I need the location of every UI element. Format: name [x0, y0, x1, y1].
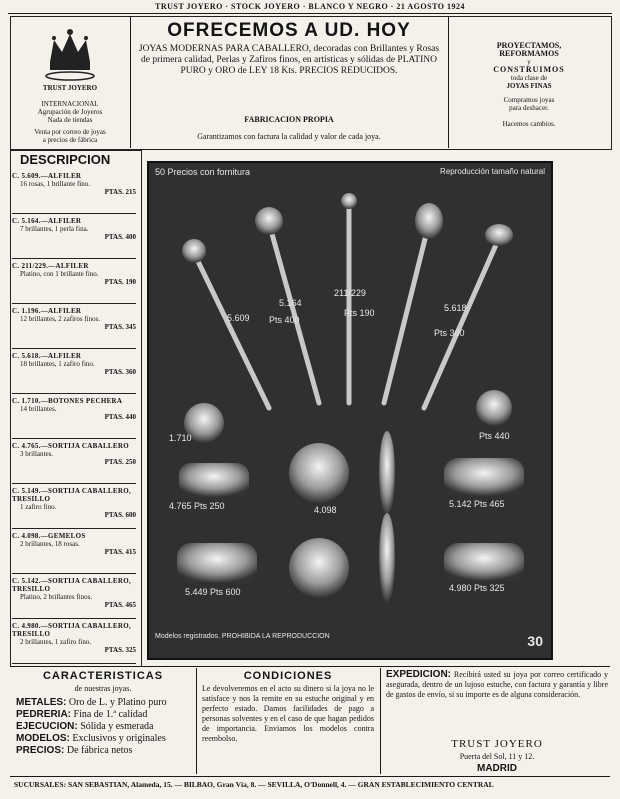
right-line-9: Hacemos cambios.: [502, 120, 556, 128]
right-line-7: Compramos joyas: [503, 96, 555, 104]
item-price: PTAS. 440: [104, 413, 136, 421]
item-price: PTAS. 250: [104, 458, 136, 466]
item-price: PTAS. 600: [104, 511, 136, 519]
description-item: [12, 307, 136, 331]
item-separator: [12, 393, 136, 394]
spec-modelos: MODELOS: Exclusivos y originales: [16, 733, 166, 744]
item-code: C. 5.618.—ALFILER: [12, 352, 82, 360]
bottom-divider-2: [380, 668, 381, 774]
item-price: PTAS. 465: [104, 601, 136, 609]
characteristics-subtitle: de nuestras joyas.: [74, 684, 132, 693]
photo-label-10: 4.765 Pts 250: [169, 501, 225, 511]
description-item: [12, 532, 136, 556]
item-price: PTAS. 325: [104, 646, 136, 654]
conditions-title: CONDICIONES: [243, 670, 333, 682]
photo-caption-bottom-right: 30: [527, 633, 543, 649]
photo-label-7: Pts 360: [434, 328, 465, 338]
description-item: [12, 217, 136, 241]
photo-label-9: Pts 440: [479, 431, 510, 441]
photo-label-8: 1.710: [169, 433, 192, 443]
item-separator: [12, 528, 136, 529]
header-divider-right: [448, 16, 449, 148]
item-description: 18 brillantes, 1 zafiro fino.: [20, 360, 95, 368]
photo-caption-top-left: 50 Precios con fornitura: [155, 167, 251, 177]
description-item: [12, 442, 136, 466]
item-code: C. 5.609.—ALFILER: [12, 172, 82, 180]
item-price: PTAS. 400: [104, 233, 136, 241]
guarantee-text: Garantizamos con factura la calidad y valor de cada joya.: [197, 132, 381, 141]
photo-caption-bottom-left: Modelos registrados. PROHIBIDA LA REPRODUCCION: [155, 633, 330, 640]
expedition-address: Puerta del Sol, 11 y 12.: [459, 752, 535, 761]
item-separator: [12, 438, 136, 439]
right-line-5: toda clase de: [510, 74, 548, 82]
conditions-text: Le devolveremos en el acto su dinero si la joya no le satisface y nos la remite en su estuche original y en perfecto estado. Damos facilidades de pago a personas solventes y en el caso de que hagan pedidos de importancia. Enviamos los modelos contra reembolso.: [202, 684, 374, 743]
photo-label-13: 5.449 Pts 600: [185, 587, 241, 597]
masthead: TRUST JOYERO · STOCK JOYERO · BLANCO Y NEGRO · 21 AGOSTO 1924: [155, 2, 465, 11]
photo-label-1: 5.609: [227, 313, 250, 323]
footer-text: SUCURSALES: SAN SEBASTIAN, Alameda, 15. — BILBAO, Gran Vía, 8. — SEVILLA, O'Donnell, 4. — GRAN ESTABLECIMIENTO CENTRAL: [14, 780, 494, 789]
right-box: [450, 20, 608, 146]
photo-label-11: 4.098: [314, 505, 337, 515]
photo-caption-top-right: Reproducción tamaño natural: [440, 167, 545, 176]
item-separator: [12, 618, 136, 619]
item-description: Platino, con 1 brillante fino.: [20, 270, 99, 278]
item-separator: [12, 663, 136, 664]
badge-line-2: Agrupación de Joyeros: [37, 108, 103, 116]
item-separator: [12, 303, 136, 304]
right-line-1: PROYECTAMOS,: [496, 41, 562, 50]
expedition-body: Recibirá usted su joya por correo certificado y asegurada, dentro de un lujoso estuche, con factura y garantía y libre de gastos de envío, si su importe es de alguna consideración.: [386, 670, 608, 699]
spec-pedreria: PEDRERIA: Fina de 1.ª calidad: [16, 709, 148, 720]
item-code: C. 4.765.—SORTIJA CABALLERO: [12, 442, 129, 450]
intro-text: JOYAS MODERNAS PARA CABALLERO, decoradas con Brillantes y Rosas de primera calidad, Perlas y Zafiros finos, en artísticas y sólidas de PLATINO PURO y ORO de LEY 18 Kts. PRECIOS REDUCIDOS.: [138, 44, 440, 76]
masthead-rule: [8, 13, 612, 14]
item-price: PTAS. 190: [104, 278, 136, 286]
photo-label-14: 4.980 Pts 325: [449, 583, 505, 593]
description-item: [12, 577, 136, 609]
crown-logo-icon: [40, 22, 100, 82]
item-separator: [12, 213, 136, 214]
item-description: 7 brillantes, 1 perla fina.: [20, 225, 89, 233]
badge-brand: TRUST JOYERO: [42, 84, 98, 92]
photo-label-2: 5.164: [279, 298, 302, 308]
item-description: 12 brillantes, 2 zafiros finos.: [20, 315, 101, 323]
description-item: [12, 352, 136, 376]
item-code: C. 4.098.—GEMELOS: [12, 532, 86, 540]
item-description: 2 brillantes, 18 rosas.: [20, 540, 80, 548]
description-item: [12, 172, 136, 196]
photo-label-4: Pts 190: [344, 308, 375, 318]
item-description: 16 rosas, 1 brillante fino.: [20, 180, 90, 188]
badge-line-4: Venta por correo de joyas: [34, 128, 106, 136]
header-divider-left: [130, 16, 131, 148]
item-code: C. 1.710.—BOTONES PECHERA: [12, 397, 123, 405]
badge-line-1: INTERNACIONAL: [41, 100, 99, 108]
spec-ejecucion: EJECUCION: Sólida y esmerada: [16, 721, 154, 732]
fabrication-label: FABRICACION PROPIA: [244, 115, 334, 124]
description-item: [12, 622, 136, 654]
left-badge: [12, 20, 128, 146]
item-price: PTAS. 215: [104, 188, 136, 196]
characteristics-list: [16, 697, 194, 757]
description-item: [12, 397, 136, 421]
description-item: [12, 262, 136, 286]
item-description: 1 zafiro fino.: [20, 503, 57, 511]
item-code: C. 5.164.—ALFILER: [12, 217, 82, 225]
description-item: [12, 487, 136, 519]
spec-precios: PRECIOS: De fábrica netos: [16, 745, 133, 756]
item-code: C. 5.142.—SORTIJA CABALLERO, TRESILLO: [12, 577, 132, 593]
photo-label-3: 211/229: [334, 288, 366, 298]
spec-metales: METALES: Oro de L. y Platino puro: [16, 697, 167, 708]
item-code: C. 4.980.—SORTIJA CABALLERO, TRESILLO: [12, 622, 132, 638]
characteristics-title: CARACTERISTICAS: [42, 670, 164, 682]
bottom-rule: [10, 666, 610, 667]
item-description: 14 brillantes.: [20, 405, 57, 413]
footer-rule: [10, 776, 610, 777]
item-code: C. 1.196.—ALFILER: [12, 307, 82, 315]
right-line-6: JOYAS FINAS: [506, 82, 552, 90]
item-price: PTAS. 345: [104, 323, 136, 331]
right-line-8: para deshacer.: [509, 104, 549, 112]
item-price: PTAS. 360: [104, 368, 136, 376]
item-code: C. 5.149.—SORTIJA CABALLERO, TRESILLO: [12, 487, 132, 503]
photo-label-6: 5.618: [444, 303, 467, 313]
jewelry-photo: [147, 161, 553, 660]
photo-label-5: Pts 400: [269, 315, 300, 325]
item-separator: [12, 573, 136, 574]
badge-line-3: Nada de tiendas: [47, 116, 93, 124]
item-price: PTAS. 415: [104, 548, 136, 556]
badge-line-5: a precios de fábrica: [42, 136, 98, 144]
item-description: Platino, 2 brillantes finos.: [20, 593, 93, 601]
item-description: 3 brillantes.: [20, 450, 54, 458]
item-separator: [12, 258, 136, 259]
expedition-city: MADRID: [477, 763, 517, 774]
item-separator: [12, 348, 136, 349]
expedition-title: EXPEDICION:: [386, 669, 452, 680]
expedition-text: [386, 670, 608, 700]
description-title: DESCRIPCION: [20, 152, 111, 167]
right-line-3: y: [527, 58, 531, 66]
headline: OFRECEMOS A UD. HOY: [167, 20, 411, 41]
bottom-divider-1: [196, 668, 197, 774]
right-line-2: REFORMAMOS: [499, 49, 559, 58]
item-separator: [12, 483, 136, 484]
expedition-firm: TRUST JOYERO: [451, 738, 543, 750]
photo-label-12: 5.142 Pts 465: [449, 499, 505, 509]
right-line-4: CONSTRUIMOS: [493, 65, 565, 74]
item-description: 2 brillantes, 1 zafiro fino.: [20, 638, 92, 646]
item-code: C. 211/229.—ALFILER: [12, 262, 89, 270]
